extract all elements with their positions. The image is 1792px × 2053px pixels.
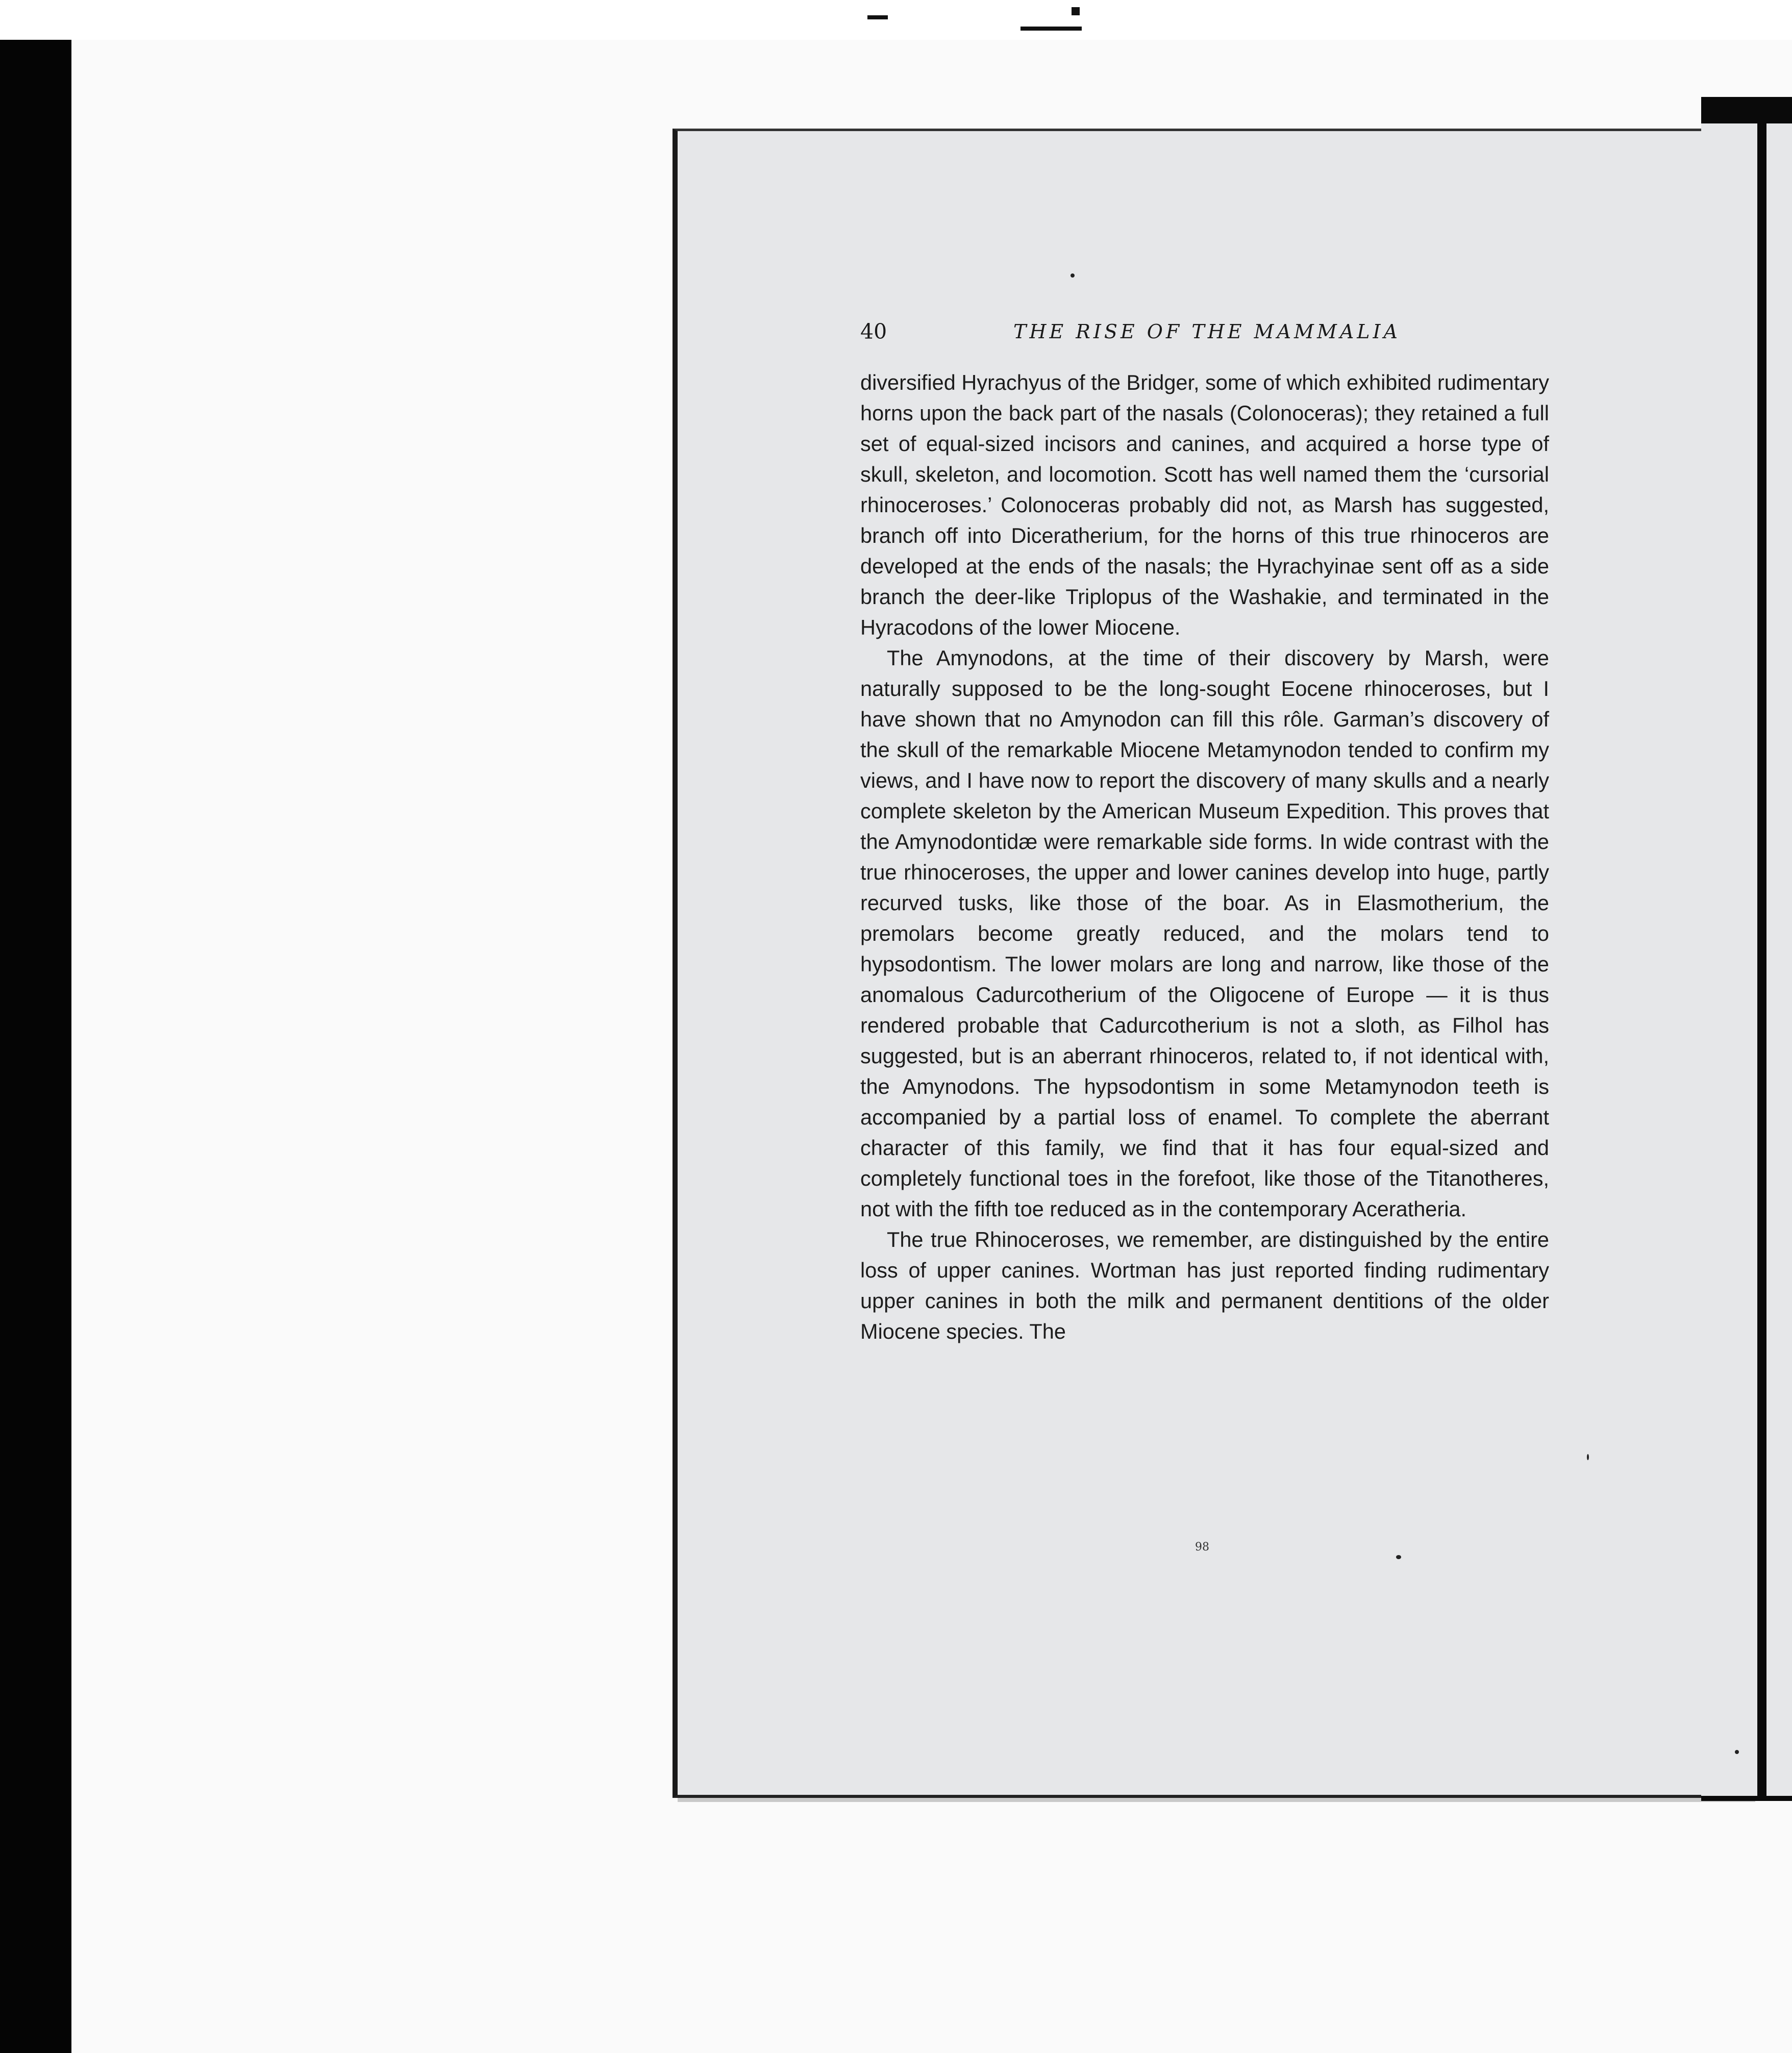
scanner-top-edge — [0, 0, 1792, 40]
scan-speck — [1071, 273, 1075, 278]
body-text — [860, 367, 1549, 1347]
scanner-left-edge — [0, 0, 71, 2053]
page-number: 40 — [860, 319, 887, 344]
scan-speck — [1587, 1454, 1589, 1460]
paragraph: The true Rhinoceroses, we remember, are distinguished by the entire loss of upper canines. Wortman has just reported finding rudimentary upper canines in both the milk and permanent dentitions of the older Miocene species. The — [860, 1228, 1549, 1343]
folio-number: 98 — [1195, 1541, 1209, 1554]
running-head — [860, 319, 1549, 350]
paragraph: The Amynodons, at the time of their discovery by Marsh, were naturally supposed to be the long-sought Eocene rhinoceroses, but I have shown that no Amynodon can fill this rôle. Garman’s discovery of the skull of the remarkable Miocene Metamynodon tended to confirm my views, and I have now to report the discovery of many skulls and a nearly complete skeleton by the American Museum Expedition. This proves that the Amynodontidæ were remarkable side forms. In wide contrast with the true rhinoceroses, the upper and lower canines develop into huge, partly recurved tusks, like those of the boar. As in Elasmotherium, the premolars become greatly reduced, and the molars tend to hypsodontism. The lower molars are long and narrow, like those of the anomalous Cadurcotherium of the Oligocene of Europe — it is thus rendered probable that Cadurcotherium is not a sloth, as Filhol has suggested, but is an aberrant rhinoceros, related to, if not identical with, the Amynodons. The hypsodontism in some Metamynodon teeth is accompanied by a partial loss of enamel. To complete the aberrant character of this family, we find that it has four equal-sized and completely functional toes in the forefoot, like those of the Titanotheres, not with the fifth toe reduced as in the contemporary Aceratheria. — [860, 646, 1549, 1221]
scan-speck — [1396, 1555, 1401, 1559]
adjacent-page-edge — [1701, 97, 1792, 1801]
scan-speck — [1735, 1750, 1739, 1754]
running-title: THE RISE OF THE MAMMALIA — [1013, 320, 1401, 343]
paragraph: diversified Hyrachyus of the Bridger, some of which exhibited rudimentary horns upon the back part of the nasals (Colonoceras); they retained a full set of equal-sized incisors and canines, and acquired a horse type of skull, skeleton, and locomotion. Scott has well named them the ‘cursorial rhinoceroses.’ Colonoceras probably did not, as Marsh has suggested, branch off into Diceratherium, for the horns of this true rhinoceros are developed at the ends of the nasals; the Hyrachyinae sent off as a side branch the deer-like Triplopus of the Washakie, and terminated in the Hyracodons of the lower Miocene. — [860, 370, 1549, 639]
